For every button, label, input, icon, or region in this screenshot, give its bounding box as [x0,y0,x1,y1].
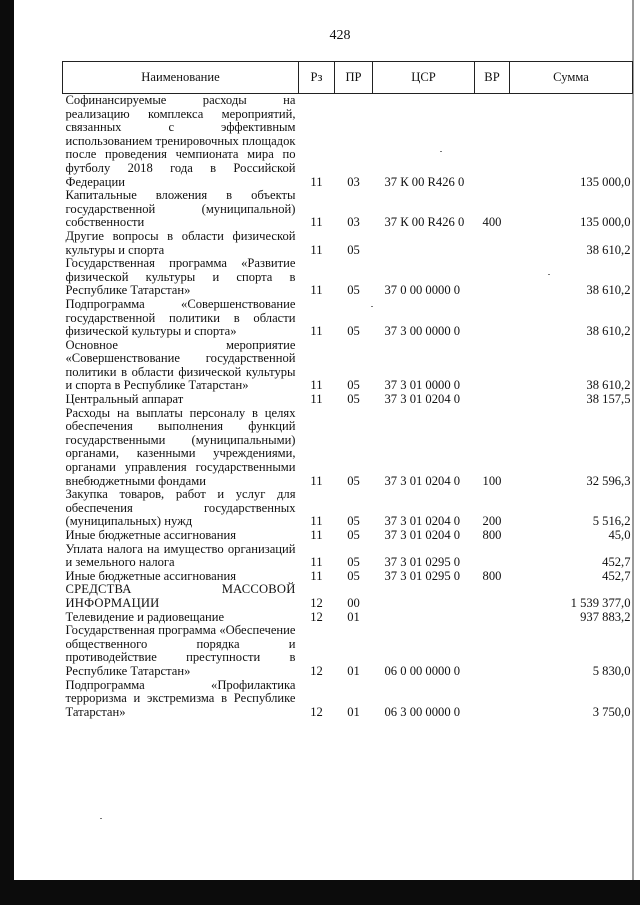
row-pr: 05 [347,324,360,339]
row-pr: 05 [347,242,360,257]
row-rz: 11 [310,514,323,529]
header-rz: Рз [299,62,335,94]
table-row [63,298,633,339]
row-pr: 05 [347,514,360,529]
row-sum: 5 516,2 [592,514,631,529]
row-sum: 135 000,0 [580,174,631,189]
row-vr: 100 [482,473,502,488]
row-sum: 5 830,0 [592,663,631,678]
row-vr: 200 [482,514,502,529]
row-rz: 12 [310,595,323,610]
row-rz: 11 [310,215,323,230]
row-csr: 37 0 00 0000 0 [384,283,461,298]
row-rz: 12 [310,663,323,678]
header-sum: Сумма [510,62,633,94]
row-rz: 11 [310,528,323,542]
row-vr [475,94,510,190]
table-row [63,583,633,610]
row-rz: 11 [310,378,323,393]
row-pr: 01 [347,663,360,678]
budget-table [62,61,633,719]
table-row [63,679,633,720]
row-csr: 37 К 00 R426 0 [384,215,465,230]
row-rz: 11 [310,568,323,583]
row-csr: 37 3 01 0000 0 [384,378,461,393]
table-row [63,543,633,570]
row-sum: 38 157,5 [586,392,631,407]
row-vr: 800 [482,528,502,542]
row-name: Уплата налога на имущество организаций и земельного налога [65,541,296,570]
row-sum: 3 750,0 [592,704,631,719]
row-vr [475,298,510,339]
row-pr: 05 [347,528,360,542]
row-vr [475,583,510,610]
row-sum: 1 539 377,0 [570,595,631,610]
row-csr: 37 К 00 R426 0 [384,174,465,189]
row-vr [475,339,510,393]
row-rz: 11 [310,283,323,298]
header-name: Наименование [63,62,299,94]
table-row [63,407,633,489]
row-pr: 00 [347,595,360,610]
scan-edge-bottom [0,880,640,905]
scan-edge-left [0,0,14,905]
row-vr [475,611,510,625]
row-vr [475,624,510,678]
row-vr [475,230,510,257]
row-csr [373,583,475,610]
row-pr: 03 [347,174,360,189]
row-pr: 05 [347,378,360,393]
row-sum: 937 883,2 [580,609,631,624]
header-pr: ПР [335,62,373,94]
row-rz: 11 [310,242,323,257]
row-pr: 05 [347,555,360,570]
row-name: Подпрограмма «Совершенствование государственной политики в области физической культуры и спорта» [65,296,296,339]
table-row [63,94,633,190]
row-pr: 03 [347,215,360,230]
row-rz: 12 [310,609,323,624]
row-name: Центральный аппарат [65,392,184,407]
scan-speck [100,818,102,819]
row-sum: 32 596,3 [586,473,631,488]
row-vr [475,543,510,570]
row-sum: 452,7 [602,555,631,570]
row-rz: 11 [310,174,323,189]
row-pr: 01 [347,704,360,719]
row-sum: 452,7 [602,568,631,583]
row-sum: 45,0 [608,528,631,542]
row-rz: 11 [310,392,323,407]
row-name: Государственная программа «Обеспечение общественного порядка и противодействие преступности в Республике Татарстан» [65,623,296,678]
row-csr: 37 3 01 0204 0 [384,514,461,529]
row-pr: 05 [347,568,360,583]
row-name: Иные бюджетные ассигнования [65,528,237,542]
table-row [63,189,633,230]
page-number: 428 [329,28,351,43]
row-name: Подпрограмма «Профилактика терроризма и экстремизма в Республике Татарстан» [65,677,296,719]
row-csr: 37 3 01 0204 0 [384,528,461,542]
table-row [63,393,633,407]
row-csr [373,611,475,625]
row-pr: 01 [347,609,360,624]
row-name: СРЕДСТВА МАССОВОЙ ИНФОРМАЦИИ [65,582,296,610]
row-csr: 06 3 00 0000 0 [384,704,461,719]
row-pr: 05 [347,392,360,407]
header-csr: ЦСР [373,62,475,94]
row-vr: 800 [482,568,502,583]
row-name: Телевидение и радиовещание [65,609,225,624]
row-sum: 38 610,2 [586,283,631,298]
table-row [63,230,633,257]
row-name: Софинансируемые расходы на реализацию комплекса мероприятий, связанных с эффективным использованием тренировочных площадок после проведения чемпионата мира по футболу 2018 года в Российской Федерации [65,93,296,189]
row-csr: 06 0 00 0000 0 [384,663,461,678]
table-row [63,624,633,678]
row-csr: 37 3 01 0204 0 [384,392,461,407]
row-sum: 38 610,2 [586,378,631,393]
table-row [63,339,633,393]
row-csr: 37 3 00 0000 0 [384,324,461,339]
row-sum: 135 000,0 [580,215,631,230]
row-name: Закупка товаров, работ и услуг для обеспечения государственных (муниципальных) нужд [65,487,296,529]
header-vr: ВР [475,62,510,94]
row-vr [475,679,510,720]
row-name: Основное мероприятие «Совершенствование государственной политики в области физической культуры и спорта в Республике Татарстан» [65,337,296,393]
row-rz: 11 [310,555,323,570]
row-name: Расходы на выплаты персоналу в целях обеспечения выполнения функций государственными (муниципальными) органами, казенными учреждениями, органами управления государственными внебюджетными фондами [65,405,296,488]
table-row [63,611,633,625]
row-pr: 05 [347,473,360,488]
row-vr [475,393,510,407]
row-csr: 37 3 01 0204 0 [384,473,461,488]
row-name: Другие вопросы в области физической культуры и спорта [65,228,296,257]
row-pr: 05 [347,283,360,298]
row-vr: 400 [482,215,502,230]
row-name: Иные бюджетные ассигнования [65,568,237,583]
row-rz: 11 [310,324,323,339]
row-rz: 12 [310,704,323,719]
table-header-row [63,62,633,94]
table-row [63,570,633,584]
table-row [63,257,633,298]
row-vr [475,257,510,298]
row-sum: 38 610,2 [586,324,631,339]
row-name: Капитальные вложения в объекты государственной (муниципальной) собственности [65,188,296,230]
row-csr: 37 3 01 0295 0 [384,568,461,583]
row-sum: 38 610,2 [586,242,631,257]
table-row [63,529,633,543]
row-rz: 11 [310,473,323,488]
table-row [63,488,633,529]
row-csr: 37 3 01 0295 0 [384,555,461,570]
row-csr [373,230,475,257]
row-name: Государственная программа «Развитие физической культуры и спорта в Республике Татарстан» [65,256,296,298]
